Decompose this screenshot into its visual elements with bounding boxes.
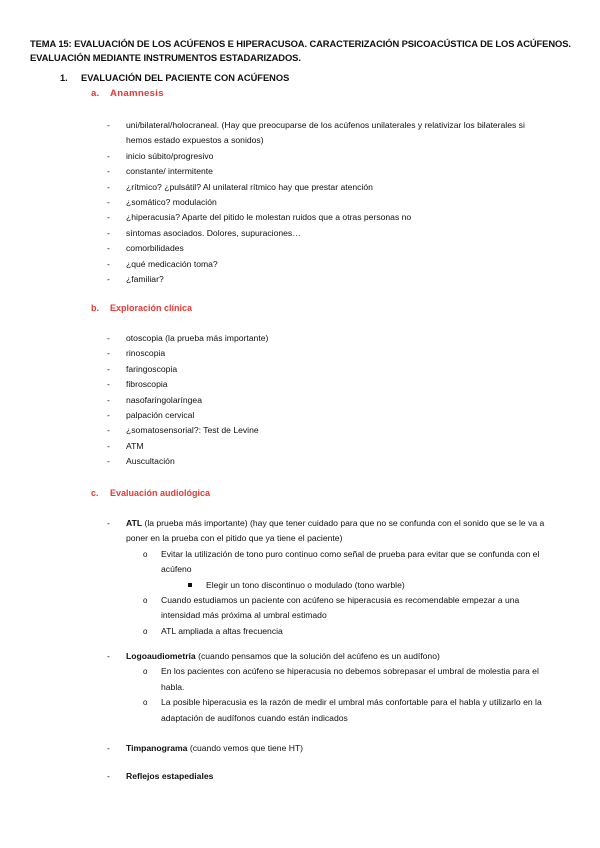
list-item: - comorbilidades [0, 241, 600, 256]
bullet: - [107, 518, 110, 528]
list-item: - ¿somatosensorial?: Test de Levine [0, 423, 600, 438]
sub-list-item: o La posible hiperacusia es la razón de medir el umbral más confortable para el habla y utilizarlo en la adaptación de audífonos cuando están indicados [143, 697, 542, 723]
list-item: - ¿qué medicación toma? [0, 257, 600, 272]
list-item: - ¿rítmico? ¿pulsátil? Al unilateral rítmico hay que prestar atención [0, 180, 600, 195]
list-item: - Reflejos estapediales [0, 769, 600, 784]
subsection-title: Anamnesis [110, 88, 164, 99]
sub-list-item: o ATL ampliada a altas frecuencia [126, 624, 552, 639]
section-1-heading [60, 72, 289, 84]
circle-bullet: o [143, 667, 148, 677]
list-item: - ATL (la prueba más importante) (hay que tener cuidado para que no se confunda con el sonido que se le va a poner en la prueba con el pitido que ya tiene el paciente) o Evitar la utilización de tono puro continuo como señal de prueba para evitar que se confunda con el acúfeno Elegir un tono discontinuo o modulado (tono warble) o Cuando estudiamos un paciente con acúfeno se hiperacusia es recomendable empezar a una intensidad más próxima al umbral estimado o ATL ampliada a altas frecuencia [0, 516, 600, 639]
bullet: - [107, 120, 110, 130]
bullet: - [107, 212, 110, 223]
circle-bullet: o [143, 549, 148, 559]
bullet: - [107, 333, 110, 343]
atl-subsublist [161, 578, 552, 593]
list-item: - Auscultación [0, 454, 600, 469]
subsection-exploracion-heading [91, 302, 192, 314]
reflejos-block [0, 769, 600, 784]
bullet: - [107, 743, 110, 753]
list-item: - Timpanograma (cuando vemos que tiene HT) [0, 741, 600, 756]
subsection-letter: a. [91, 88, 100, 99]
bullet: - [107, 394, 110, 405]
bullet: - [107, 258, 110, 269]
atl-sublist [126, 547, 552, 639]
bullet: - [107, 379, 110, 390]
sub-list-item: o Cuando estudiamos un paciente con acúfeno se hiperacusia es recomendable empezar a una intensidad más próxima al umbral estimado [143, 595, 520, 621]
list-item: - fibroscopia [0, 377, 600, 392]
bullet: - [107, 166, 110, 177]
section-title: EVALUACIÓN DEL PACIENTE CON ACÚFENOS [81, 73, 290, 83]
sub-list-item: o En los pacientes con acúfeno se hiperacusia no debemos sobrepasar el umbral de molestia para el habla. [143, 666, 539, 692]
sub-sub-list-item: Elegir un tono discontinuo o modulado (tono warble) [161, 578, 552, 593]
bullet: - [107, 410, 110, 421]
document-title: TEMA 15: EVALUACIÓN DE LOS ACÚFENOS E HIPERACUSOA. CARACTERIZACIÓN PSICOACÚSTICA DE LOS ACÚFENOS. EVALUACIÓN MEDIANTE INSTRUMENTOS ESTADARIZADOS. [30, 38, 571, 63]
list-item: - ¿somático? modulación [0, 195, 600, 210]
section-number: 1. [60, 73, 68, 83]
list-item: - ATM [0, 439, 600, 454]
list-item: - faringoscopia [0, 362, 600, 377]
bullet: - [107, 456, 110, 467]
subsection-anamnesis-heading [91, 88, 164, 100]
subsection-audiologica-heading [91, 487, 210, 499]
timpanograma-block [0, 741, 600, 756]
bullet: - [107, 651, 110, 661]
sub-list-item: o Evitar la utilización de tono puro continuo como señal de prueba para evitar que se confunda con el acúfeno Elegir un tono discontinuo o modulado (tono warble) [126, 547, 552, 593]
bullet: - [107, 243, 110, 254]
list-item: - otoscopia (la prueba más importante) [0, 331, 600, 346]
exploracion-list [0, 331, 600, 470]
bullet: - [107, 181, 110, 192]
bullet: - [107, 348, 110, 359]
bullet: - [107, 425, 110, 436]
circle-bullet: o [143, 596, 148, 606]
logo-block [0, 649, 600, 726]
subsection-title: Exploración clínica [110, 303, 193, 313]
list-item: - síntomas asociados. Dolores, supuraciones… [0, 226, 600, 241]
bullet: - [107, 274, 110, 285]
subsection-letter: c. [91, 488, 99, 498]
bullet: - [107, 227, 110, 238]
bullet: - [107, 197, 110, 208]
list-item: - ¿hiperacusia? Aparte del pitido le molestan ruidos que a otras personas no [0, 210, 600, 225]
list-item: - palpación cervical [0, 408, 600, 423]
bullet: - [107, 150, 110, 161]
bullet: - [107, 771, 110, 781]
anamnesis-list [0, 118, 600, 287]
list-item: - inicio súbito/progresivo [0, 149, 600, 164]
list-item: - nasofaringolaríngea [0, 393, 600, 408]
circle-bullet: o [143, 626, 148, 636]
bullet: - [107, 440, 110, 451]
square-bullet [188, 583, 192, 587]
list-item: - Logoaudiometría (cuando pensamos que la solución del acúfeno es un audífono) o En los pacientes con acúfeno se hiperacusia no debemos sobrepasar el umbral de molestia para el habla. o La posible hiperacusia es la razón de medir el umbral más confortable para el habla y utilizarlo en la adaptación de audífonos cuando están indicados [0, 649, 600, 726]
atl-block [0, 516, 600, 639]
list-item: - uni/bilateral/holocraneal. (Hay que preocuparse de los acúfenos unilaterales y relativizar los bilaterales si hemos estado expuestos a sonidos) [107, 120, 525, 146]
circle-bullet: o [143, 698, 148, 708]
list-item: - ¿familiar? [0, 272, 600, 287]
subsection-title: Evaluación audiológica [110, 488, 211, 498]
logo-sublist [126, 664, 552, 726]
list-item: - rinoscopia [0, 346, 600, 361]
subsection-letter: b. [91, 303, 99, 313]
bullet: - [107, 363, 110, 374]
list-item: - constante/ intermitente [0, 164, 600, 179]
